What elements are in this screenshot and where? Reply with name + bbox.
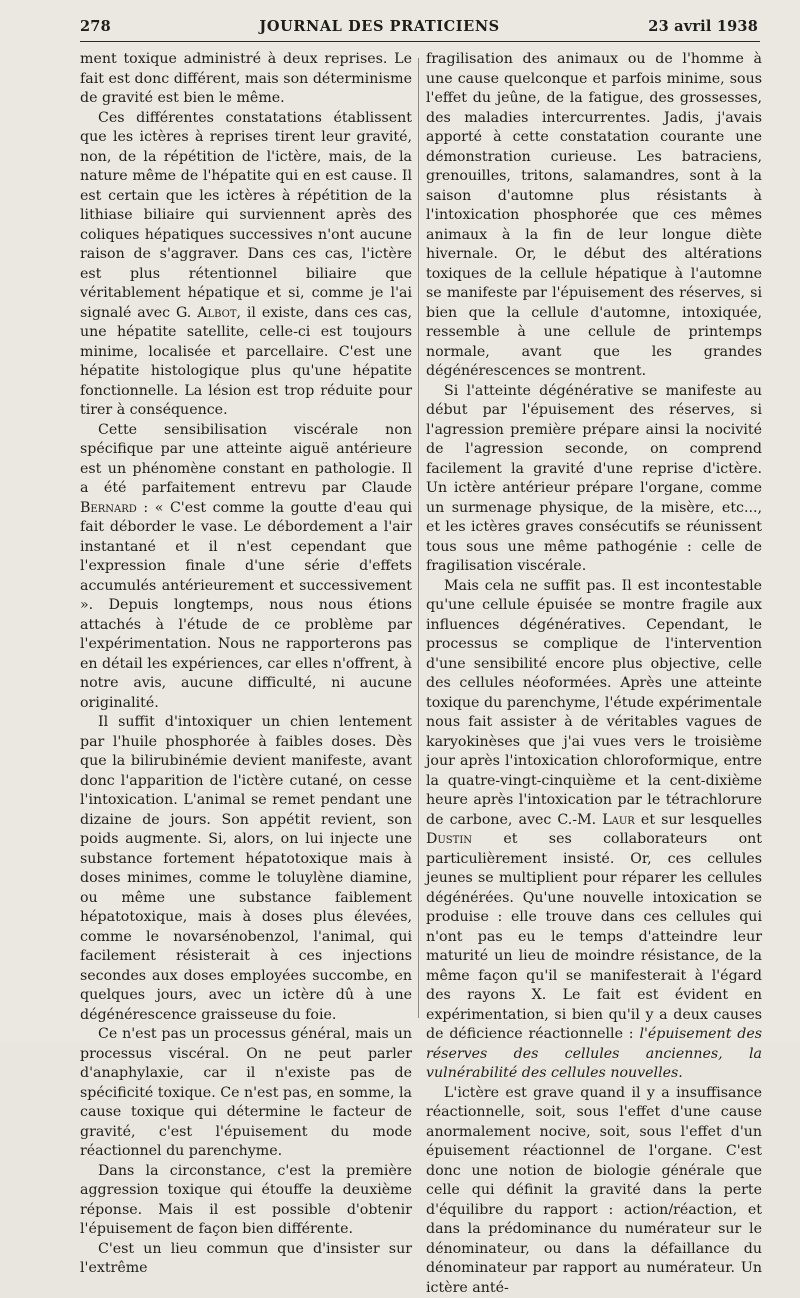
header-rule xyxy=(80,41,760,42)
right-column xyxy=(426,50,762,1030)
right-paragraph-3 xyxy=(426,577,762,1084)
issue-date: 23 avril 1938 xyxy=(648,18,758,35)
author-name-laur: Laur xyxy=(602,812,635,828)
right-paragraph-4: L'ictère est grave quand il y a insuffisance réactionnelle, soit, sous l'effet d'une cause anormalement nocive, soit, sous l'effet d'un épuisement réactionnel de l'organe. C'est donc une notion de biologie générale que celle qui définit la gravité dans la perte d'équilibre du rapport : action/réaction, et dans la prédominance du numérateur sur le dénominateur, ou dans la défaillance du dénominateur par rapport au numérateur. Un ictère anté- xyxy=(426,1084,762,1298)
page-number: 278 xyxy=(80,18,111,35)
right-paragraph-3-mid: et sur lesquelles xyxy=(635,812,762,828)
left-column xyxy=(80,50,412,1030)
page-header xyxy=(80,14,758,38)
left-paragraph-2-text: Ces différentes constatations établissent que les ictères à reprises tirent leur gravité, non, de la répétition de l'ictère, mais, de la nature même de l'hépatite qui en est cause. Il est certain que les ictères à répétition de la lithiase biliaire qui surviennent après des coliques hépatiques successives n'ont aucune raison de s'aggraver. Dans ces cas, l'ictère est plus rétentionnel biliaire que véritablement hépatique et si, comme je l'ai signalé avec G. xyxy=(80,110,412,321)
left-paragraph-2-end: , il existe, dans ces cas, une hépatite satellite, celle-ci est toujours minime, localisée et parcellaire. C'est une hépatite histologique plus qu'une hépatite fonctionnelle. La lésion est trop réduite pour tirer à conséquence. xyxy=(80,305,412,419)
right-paragraph-1: fragilisation des animaux ou de l'homme à une cause quelconque et parfois minime, sous l'effet du jeûne, de la fatigue, des grossesses, des maladies intercurrentes. Jadis, j'avais apporté à cette constatation courante une démonstration curieuse. Les batraciens, grenouilles, tritons, salamandres, sont à la saison d'automne plus résistants à l'intoxication phosphorée que ces mêmes animaux à la fin de leur longue diète hivernale. Or, le début des altérations toxiques de la cellule hépatique à l'automne se manifeste par l'épuisement des réserves, si bien que la cellule d'automne, intoxiquée, ressemble à une cellule de printemps normale, avant que les grandes dégénérescences se montrent. xyxy=(426,50,762,382)
right-paragraph-2: Si l'atteinte dégénérative se manifeste au début par l'épuisement des réserves, si l'agression première prépare ainsi la nocivité de l'agression seconde, on comprend facilement la gravité d'une reprise d'ictère. Un ictère antérieur prépare l'organe, comme un surmenage physique, de la misère, etc..., et les ictères graves consécutifs se réunissent tous sous une même pathogénie : celle de fragilisation viscérale. xyxy=(426,382,762,577)
left-paragraph-3-text: Cette sensibilisation viscérale non spécifique par une atteinte aiguë antérieure est un phénomène constant en pathologie. Il a été parfaitement entrevu par Claude xyxy=(80,422,412,497)
left-paragraph-1: ment toxique administré à deux reprises. Le fait est donc différent, mais son déterminisme de gravité est bien le même. xyxy=(80,50,412,109)
left-paragraph-4: Il suffit d'intoxiquer un chien lentement par l'huile phosphorée à faibles doses. Dès que la bilirubinémie devient manifeste, avant donc l'apparition de l'ictère cutané, on cesse l'intoxication. L'animal se remet pendant une dizaine de jours. Son appétit revient, son poids augmente. Si, alors, on lui injecte une substance fortement hépatotoxique mais à doses minimes, comme le toluylène diamine, ou même une substance faiblement hépatotoxique, mais à doses plus élevées, comme le novarsénobenzol, l'animal, qui facilement résisterait à ces injections secondes aux doses employées succombe, en quelques jours, avec un ictère dû à une dégénérescence graisseuse du foie. xyxy=(80,713,412,1025)
left-paragraph-6: Dans la circonstance, c'est la première aggression toxique qui étouffe la deuxième réponse. Mais il est possible d'obtenir l'épuisement de façon bien différente. xyxy=(80,1162,412,1240)
column-divider xyxy=(418,58,419,1018)
left-paragraph-7: C'est un lieu commun que d'insister sur l'extrême xyxy=(80,1240,412,1279)
journal-title: JOURNAL DES PRATICIENS xyxy=(259,18,499,35)
author-name-bernard: Bernard xyxy=(80,500,137,516)
right-paragraph-3-italic: l'épuisement des réserves des cellules anciennes, la vulnérabilité des cellules nouvelles. xyxy=(426,1026,762,1081)
author-name-albot: Albot xyxy=(197,305,236,321)
right-paragraph-3-end: et ses collaborateurs ont particulièrement insisté. Or, ces cellules jeunes se multiplient pour réparer les cellules dégénérées. Qu'une nouvelle intoxication se produise : elle trouve dans ces cellules qui n'ont pas eu le temps d'atteindre leur maturité un lieu de moindre résistance, de la même façon qu'il se manifesterait à l'égard des rayons X. Le fait est évident en expérimentation, si bien qu'il y a deux causes de déficience réactionnelle : xyxy=(426,831,762,1042)
left-paragraph-5: Ce n'est pas un processus général, mais un processus viscéral. On ne peut parler d'anaphylaxie, car il n'existe pas de spécificité toxique. Ce n'est pas, en somme, la cause toxique qui détermine le facteur de gravité, c'est l'épuisement du mode réactionnel du parenchyme. xyxy=(80,1025,412,1162)
right-paragraph-3-text: Mais cela ne suffit pas. Il est incontestable qu'une cellule épuisée se montre fragile aux influences dégénératives. Cependant, le processus se complique de l'intervention d'une sensibilité encore plus objective, celle des cellules néoformées. Après une atteinte toxique du parenchyme, l'étude expérimentale nous fait assister à de véritables vagues de karyokinèses que j'ai vues vers le troisième jour après l'intoxication chloroformique, entre la quatre-vingt-cinquième et la cent-dixième heure après l'intoxication par le tétrachlorure de carbone, avec C.-M. xyxy=(426,578,762,828)
author-name-dustin: Dustin xyxy=(426,831,472,847)
left-paragraph-3 xyxy=(80,421,412,714)
left-paragraph-2 xyxy=(80,109,412,421)
left-paragraph-3-end: : « C'est comme la goutte d'eau qui fait déborder le vase. Le débordement a l'air instantané et il n'est cependant que l'expression finale d'une série d'effets accumulés antérieurement et successivement ». Depuis longtemps, nous nous étions attachés à l'étude de ce problème par l'expérimentation. Nous ne rapporterons pas en détail les expériences, car elles n'offrent, à notre avis, aucune difficulté, ni aucune originalité. xyxy=(80,500,412,711)
